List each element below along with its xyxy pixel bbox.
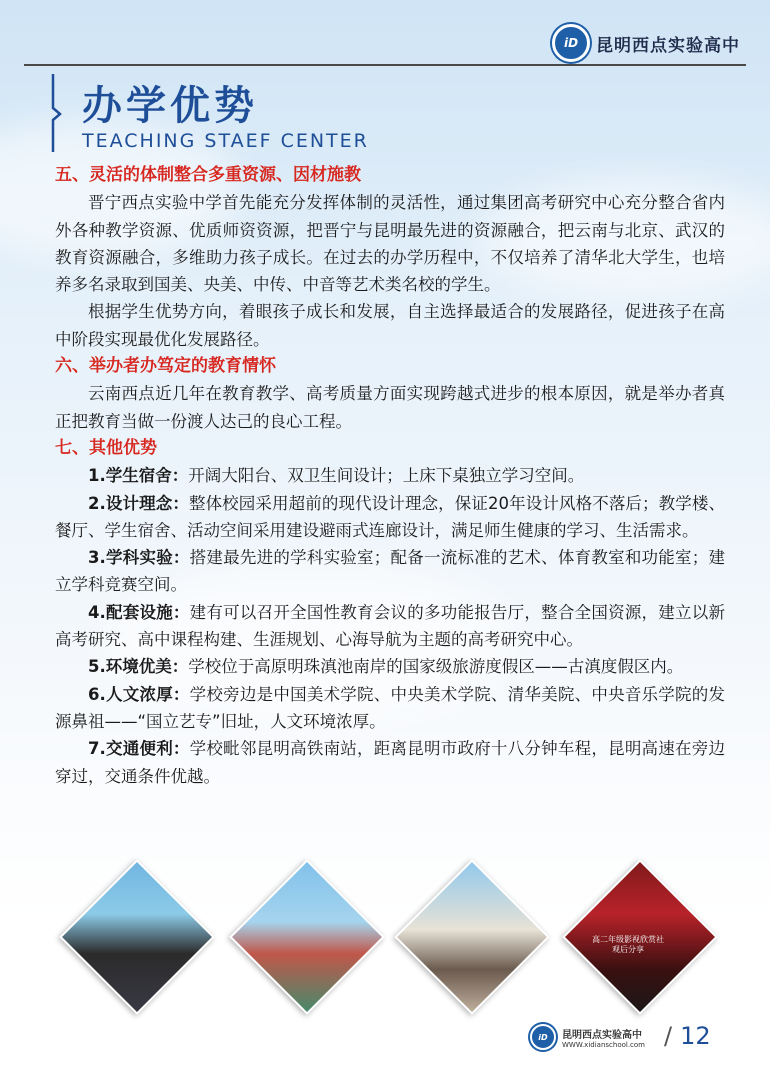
school-logo-icon: iD [552, 24, 590, 62]
article-body [55, 162, 725, 790]
advantage-text: 学校位于高原明珠滇池南岸的国家级旅游度假区——古滇度假区内。 [188, 657, 684, 677]
photo-basketball [230, 860, 380, 1010]
photo-slide-caption [573, 935, 683, 955]
header-school-name: 昆明西点实验高中 [596, 35, 740, 56]
advantage-label: 7.交通便利： [88, 739, 190, 759]
section-heading-5: 五、灵活的体制整合多重资源、因材施教 [55, 165, 361, 185]
advantage-text: 学校毗邻昆明高铁南站，距离昆明市政府十八分钟车程，昆明高速在旁边穿过，交通条件优越。 [55, 739, 726, 786]
header-divider [24, 64, 746, 66]
advantage-text: 开阔大阳台、双卫生间设计；上床下桌独立学习空间。 [188, 466, 585, 486]
footer-brand [530, 1024, 645, 1050]
advantage-item-labs [55, 544, 725, 599]
school-logo-icon: iD [530, 1024, 556, 1050]
footer-url: WWW.xidianschool.com [562, 1040, 646, 1049]
footer-school-name: 昆明西点实验高中 [562, 1029, 642, 1041]
title-bracket-icon [50, 74, 62, 152]
advantage-item-culture [55, 681, 725, 736]
section-5-paragraph-1: 晋宁西点实验中学首先能充分发挥体制的灵活性，通过集团高考研究中心充分整合省内外各种教学资源、优质师资资源，把晋宁与昆明最先进的资源融合，把云南与北京、武汉的教育资源融合，多维助力孩子成长。在过去的办学历程中，不仅培养了清华北大学生，也培养多名录取到国美、央美、中传、中音等艺术类名校的学生。 [55, 193, 725, 295]
photo-students-group [60, 860, 210, 1010]
slide-caption-line-2: 观后分享 [612, 945, 644, 954]
advantage-label: 5.环境优美： [88, 657, 189, 677]
advantage-label: 1.学生宿舍： [88, 466, 189, 486]
page-number-value: 12 [680, 1022, 711, 1050]
advantage-label: 3.学科实验： [88, 548, 190, 568]
advantage-item-facilities [55, 599, 725, 654]
advantage-item-environment [55, 653, 725, 680]
advantage-item-dormitory [55, 462, 725, 489]
photo-campus-building [395, 860, 545, 1010]
section-6-paragraph-1: 云南西点近几年在教育教学、高考质量方面实现跨越式进步的根本原因，就是举办者真正把教育当做一份渡人达己的良心工程。 [55, 384, 725, 431]
page-title: 办学优势 [82, 83, 258, 129]
section-heading-6: 六、举办者办笃定的教育情怀 [55, 356, 276, 377]
advantage-text: 建有可以召开全国性教育会议的多功能报告厅，整合全国资源，建立以新高考研究、高中课程构建、生涯规划、心海导航为主题的高考研究中心。 [55, 602, 726, 650]
header-brand [552, 24, 740, 62]
advantage-text: 整体校园采用超前的现代设计理念，保证20年设计风格不落后；教学楼、餐厅、学生宿舍、活动空间采用建设避雨式连廊设计，满足师生健康的学习、生活需求。 [55, 493, 726, 540]
page-subtitle: TEACHING STAEF CENTER [82, 130, 369, 152]
advantage-label: 4.配套设施： [88, 602, 190, 622]
advantage-label: 2.设计理念： [88, 493, 189, 513]
advantage-text: 学校旁边是中国美术学院、中央美术学院、清华美院、中央音乐学院的发源鼻祖——“国立艺专”旧址，人文环境浓厚。 [55, 684, 726, 731]
advantage-item-transport [55, 735, 725, 790]
advantage-item-design [55, 490, 725, 545]
section-5-paragraph-2: 根据学生优势方向，着眼孩子成长和发展，自主选择最适合的发展路径，促进孩子在高中阶段实现最优化发展路径。 [55, 302, 725, 349]
advantage-text: 搭建最先进的学科实验室；配备一流标准的艺术、体育教室和功能室；建立学科竞赛空间。 [55, 548, 726, 595]
advantage-label: 6.人文浓厚： [88, 684, 190, 704]
section-heading-7: 七、其他优势 [55, 437, 157, 458]
slide-caption-line-1: 高二年级影视欣赏社 [592, 935, 664, 944]
page-number: / 12 [664, 1022, 711, 1050]
